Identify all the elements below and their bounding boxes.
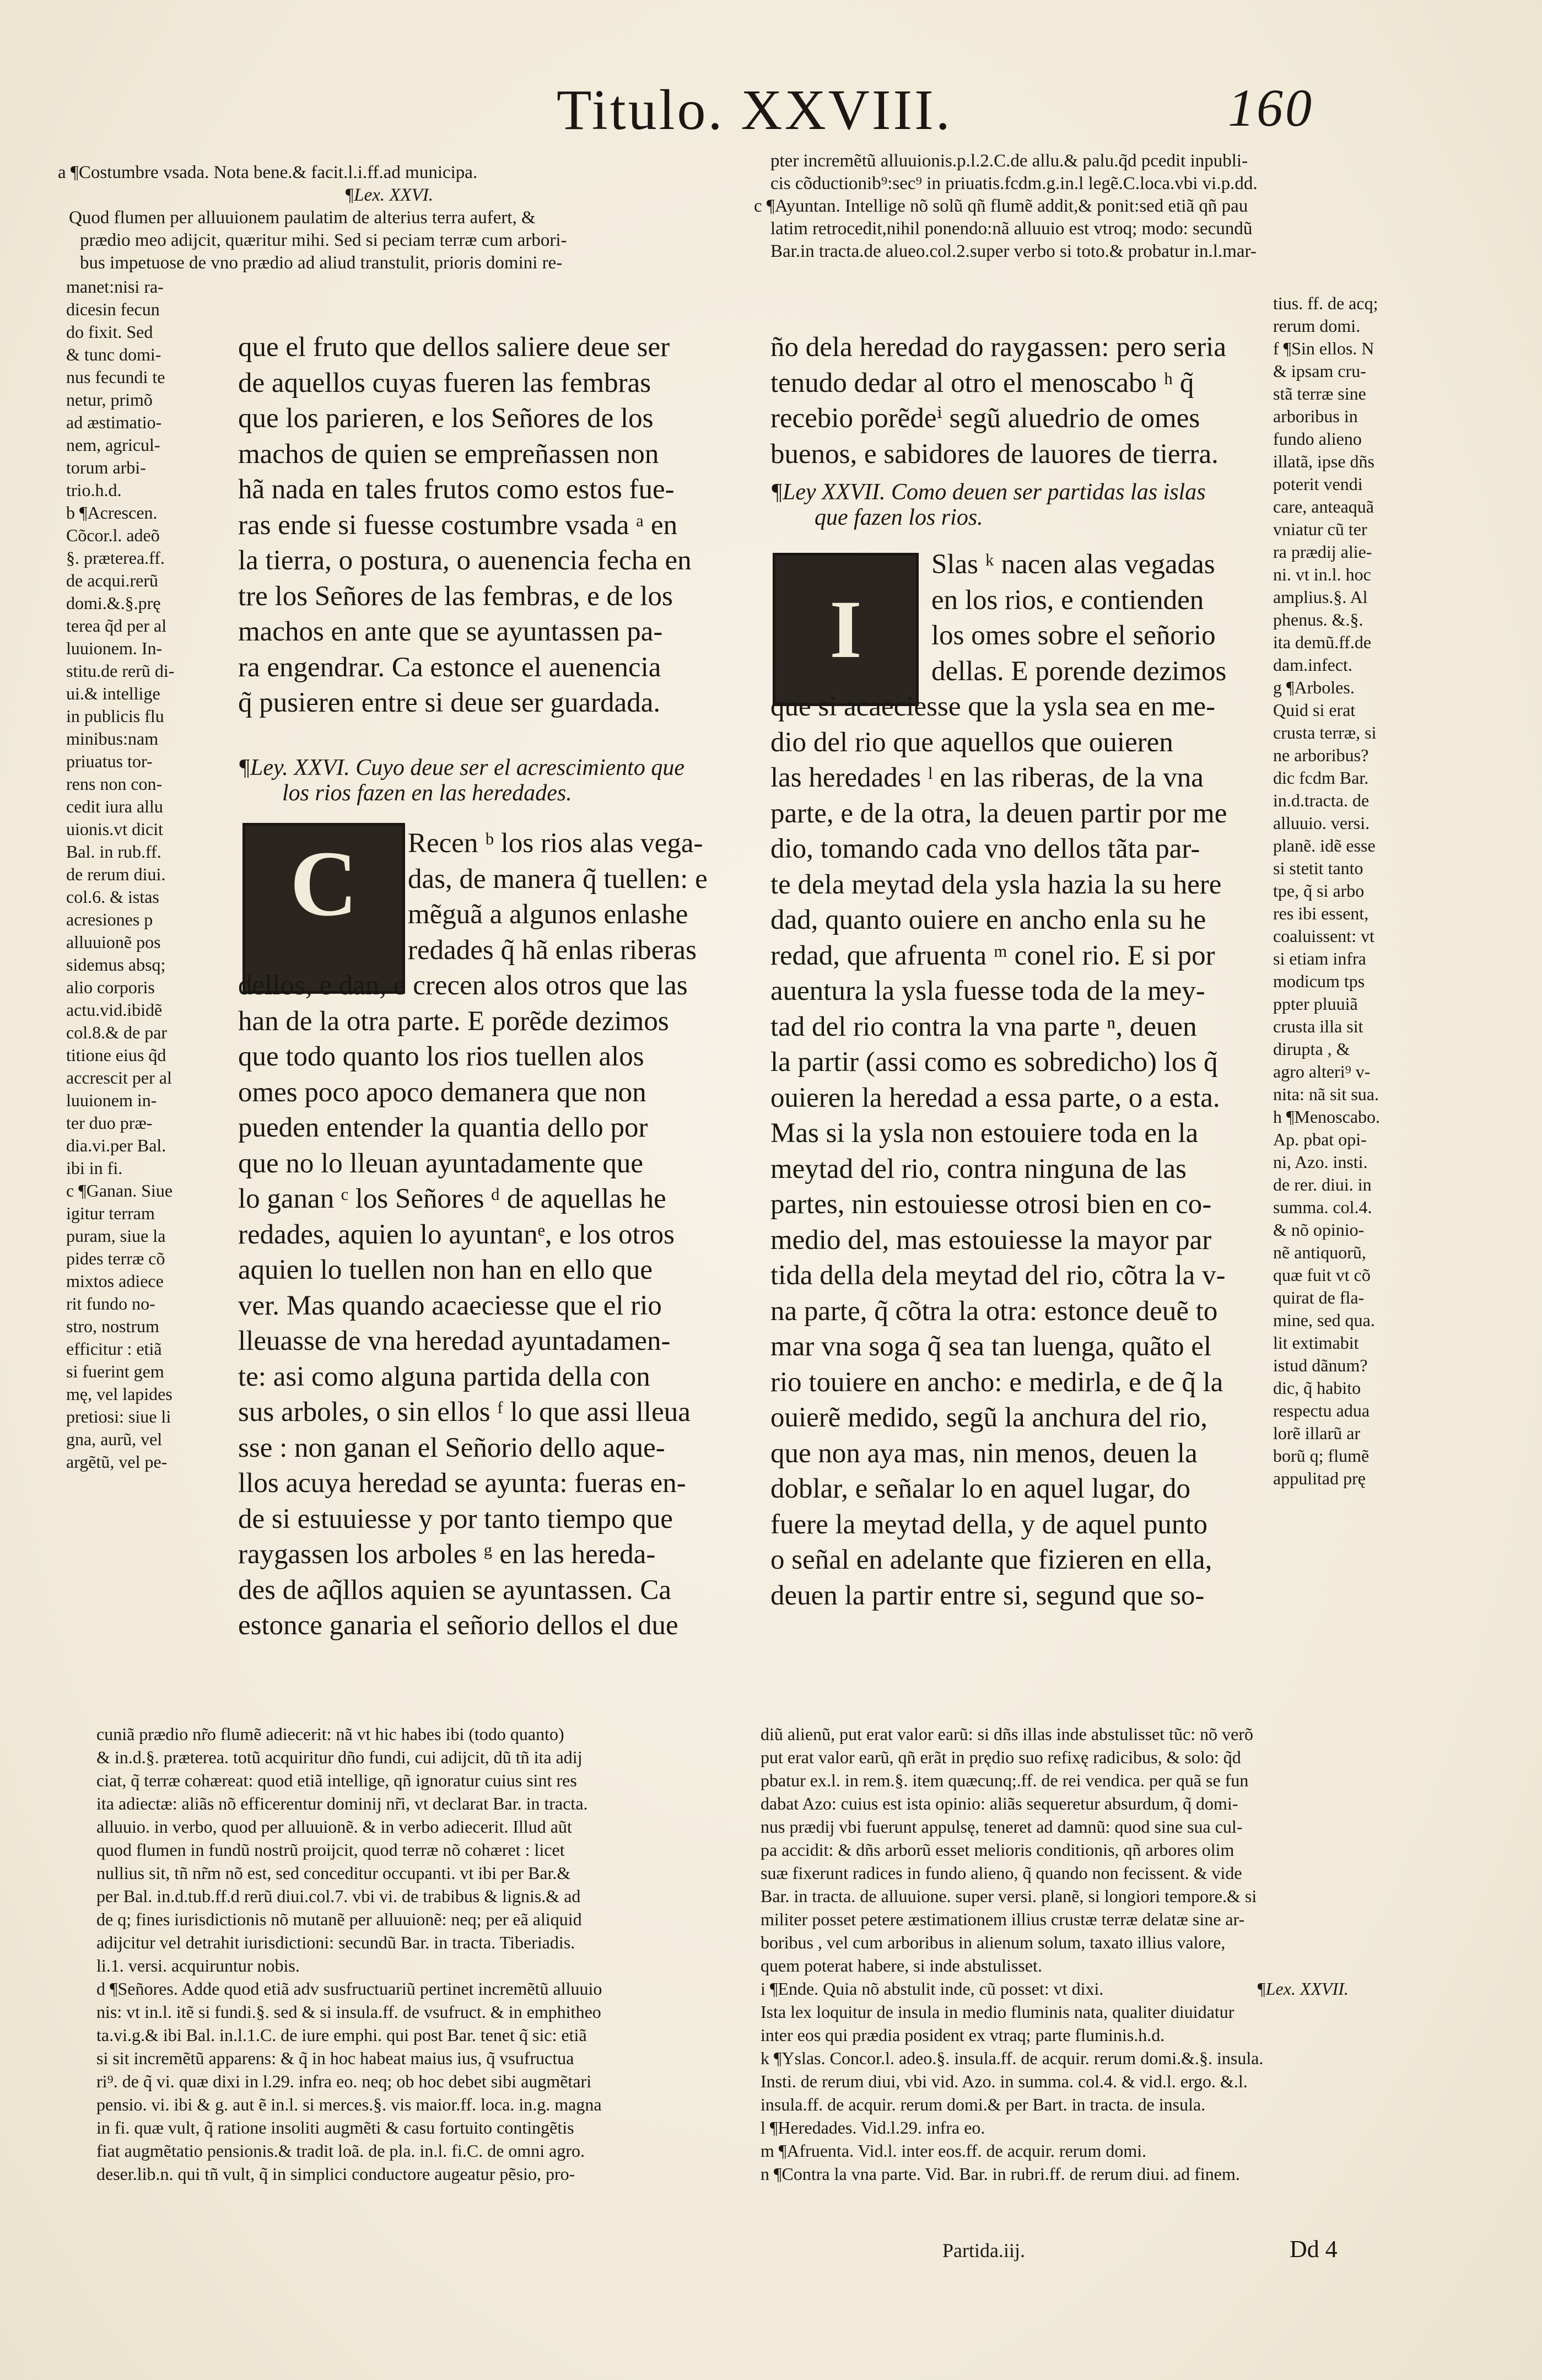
margin-gloss-line: de acqui.rerũ <box>66 570 159 590</box>
text-line: llos acuya heredad se ayunta: fueras en- <box>238 1468 686 1499</box>
gloss-line: suæ fixerunt radices in fundo alieno, q̃ quando non fecissent. & vide <box>761 1863 1242 1883</box>
margin-gloss-line: quæ fuit vt cõ <box>1273 1265 1371 1285</box>
margin-gloss-line: modicum tps <box>1273 971 1365 991</box>
gloss-line: ita adiectæ: aliãs nõ efficerentur dominij nr̃i, vt declarat Bar. in tracta. <box>96 1794 588 1813</box>
margin-gloss-line: accrescit per al <box>66 1068 172 1087</box>
margin-gloss-line: terea q̃d per al <box>66 616 167 636</box>
margin-gloss-line: rit fundo no- <box>66 1294 155 1313</box>
text-line: dio del rio que aquellos que ouieren <box>770 726 1173 758</box>
margin-gloss-line: col.8.& de par <box>66 1022 168 1042</box>
margin-gloss-line: b ¶Acrescen. <box>66 503 158 523</box>
margin-gloss-line: res ibi essent, <box>1273 903 1369 923</box>
text-line: mẽguã a algunos enlashe <box>408 899 688 930</box>
text-line: na parte, q̃ cõtra la otra: estonce deuẽ to <box>770 1295 1218 1327</box>
margin-gloss-line: in.d.tracta. de <box>1273 790 1370 810</box>
text-line: tad del rio contra la vna parte ⁿ, deuen <box>770 1011 1197 1042</box>
gloss-line: d ¶Señores. Adde quod etiã adv susfructuariũ pertinet incremẽtũ alluuio <box>96 1979 602 1999</box>
text-line: aquien lo tuellen non han en ello que <box>238 1254 653 1285</box>
left-text-continued <box>238 968 691 1644</box>
gloss-line: & in.d.§. præterea. totũ acquiritur dño fundi, cui adijcit, dũ tñ ita adij <box>96 1747 583 1767</box>
margin-gloss-line: planẽ. idẽ esse <box>1273 836 1376 855</box>
text-line: o señal en adelante que fizieren en ella, <box>770 1544 1212 1575</box>
margin-gloss-line: argẽtũ, vel pe- <box>66 1452 168 1472</box>
margin-gloss-line: arboribus in <box>1273 406 1358 426</box>
left-margin-gloss <box>66 276 174 1473</box>
text-line: das, de manera q̃ tuellen: e <box>408 863 708 895</box>
text-line: meytad del rio, contra ninguna de las <box>770 1153 1187 1184</box>
text-line: han de la otra parte. E porẽde dezimos <box>238 1005 669 1037</box>
margin-gloss-line: poterit vendi <box>1273 474 1363 494</box>
text-line: omes poco apoco demanera que non <box>238 1076 646 1108</box>
gloss-line: Bar. in tracta. de alluuione. super versi. planẽ, si longiori tempore.& si <box>761 1886 1257 1906</box>
margin-gloss-line: manet:nisi ra- <box>66 277 164 297</box>
text-line: lo ganan ᶜ los Señores ᵈ de aquellas he <box>238 1183 666 1214</box>
margin-gloss-line: domi.&.§.prę <box>66 593 161 613</box>
margin-gloss-line: alluuionẽ pos <box>66 932 161 952</box>
margin-gloss-line: tpe, q̃ si arbo <box>1273 881 1365 901</box>
signature-mark: Partida.iij. <box>942 2239 1025 2261</box>
text-line: la partir (assi como es sobredicho) los q̃ <box>770 1047 1218 1078</box>
text-line: ño dela heredad do raygassen: pero seria <box>770 332 1226 363</box>
dropcap-i: I <box>773 553 919 706</box>
gloss-line: ri⁹. de q̃ vi. quæ dixi in l.29. infra eo. neq; ob hoc debet sibi augmẽtari <box>96 2071 592 2091</box>
margin-gloss-line: luuionem in- <box>66 1090 157 1110</box>
gloss-line: ciat, q̃ terræ cohæreat: quod etiã intellige, qñ ignoratur cuius sint res <box>96 1770 577 1790</box>
text-line: deuen la partir entre si, segund que so- <box>770 1580 1205 1611</box>
text-line: lleuasse de vna heredad ayuntadamen- <box>238 1326 671 1356</box>
margin-gloss-line: in publicis flu <box>66 706 164 726</box>
margin-gloss-line: sidemus absq; <box>66 955 166 974</box>
gloss-line: l ¶Heredades. Vid.l.29. infra eo. <box>761 2118 985 2137</box>
law-heading-line: que fazen los rios. <box>815 505 983 530</box>
right-text-continued <box>770 689 1227 1613</box>
text-line: redades, aquien lo ayuntanᵉ, e los otros <box>238 1219 675 1250</box>
gloss-line: quod flumen in fundũ nostrũ proijcit, quod terræ nõ cohæret : licet <box>96 1840 565 1860</box>
bottom-right-gloss <box>761 1722 1263 2185</box>
margin-gloss-line: c ¶Ganan. Siue <box>66 1181 173 1200</box>
text-line: que el fruto que dellos saliere deue ser <box>238 332 670 363</box>
text-line: Slas ᵏ nacen alas vegadas <box>931 549 1215 580</box>
text-line: ras ende si fuesse costumbre vsada ᵃ en <box>238 509 678 541</box>
gloss-line: fiat augmẽtatio pensionis.& tradit loã. de pla. in.l. fi.C. de omni agro. <box>96 2141 585 2161</box>
margin-gloss-line: de rer. diui. in <box>1273 1175 1372 1194</box>
margin-gloss-line: crusta illa sit <box>1273 1016 1363 1036</box>
margin-gloss-line: priuatus tor- <box>66 751 153 771</box>
law-27-heading <box>770 480 1206 530</box>
gloss-line: dabat Azo: cuius est ista opinio: aliãs sequeretur absurdum, q̃ domi- <box>761 1794 1238 1813</box>
right-text-column <box>770 330 1226 472</box>
margin-gloss-line: ne arboribus? <box>1273 745 1369 765</box>
margin-gloss-line: Cõcor.l. adeõ <box>66 525 160 545</box>
margin-gloss-line: crusta terræ, si <box>1273 723 1377 742</box>
margin-gloss-line: Bal. in rub.ff. <box>66 842 161 861</box>
text-line: raygassen los arboles ᵍ en las hereda- <box>238 1539 656 1570</box>
text-line: machos en ante que se ayuntassen pa- <box>238 616 663 647</box>
margin-gloss-line: borũ q; flumẽ <box>1273 1446 1370 1466</box>
gloss-line: i ¶Ende. Quia nõ abstulit inde, cũ posset: vt dixi. <box>761 1979 1104 1999</box>
text-line: pueden entender la quantia dello por <box>238 1112 648 1143</box>
text-line: que los parieren, e los Señores de los <box>238 403 654 434</box>
margin-gloss-line: appulitad prę <box>1273 1468 1366 1488</box>
gloss-line: de q; fines iurisdictionis nõ mutanẽ per alluuionẽ: neq; per eã aliquid <box>96 1909 582 1929</box>
text-line: mar vna soga q̃ sea tan luenga, quãto el <box>770 1331 1212 1362</box>
margin-gloss-line: illatã, ipse dñs <box>1273 451 1374 471</box>
gloss-line: militer posset petere æstimationem illius crustæ terræ delatæ sine ar- <box>761 1909 1245 1929</box>
gloss-line: nus prædij vbi fuerunt appulsę, teneret ad damnũ: quod sine sua cul- <box>761 1817 1243 1837</box>
gloss-line: a ¶Costumbre vsada. Nota bene.& facit.l.i.ff.ad municipa. <box>58 163 478 182</box>
gloss-line: prædio meo adijcit, quæritur mihi. Sed si peciam terræ cum arbori- <box>80 230 567 250</box>
text-line: sus arboles, o sin ellos ᶠ lo que assi lleua <box>238 1397 691 1428</box>
text-line: las heredades ˡ en las riberas, de la vna <box>770 762 1204 793</box>
text-line: ouierẽ medido, segũ la anchura del rio, <box>770 1402 1208 1433</box>
margin-gloss-line: luuionem. In- <box>66 638 163 658</box>
margin-gloss-line: stro, nostrum <box>66 1316 159 1336</box>
gloss-line: boribus , vel cum arboribus in alienum solum, taxato illius valore, <box>761 1932 1226 1952</box>
law-heading-line: ¶Ley XXVII. Como deuen ser partidas las islas <box>770 480 1206 505</box>
gloss-line: ta.vi.g.& ibi Bal. in.l.1.C. de iure emphi. qui post Bar. tenet q̃ sic: etiã <box>96 2025 587 2045</box>
quire-mark: Dd 4 <box>1290 2236 1338 2263</box>
gloss-line: latim retrocedit,nihil ponendo:nã alluuio est vtroq; modo: secundũ <box>770 219 1253 239</box>
text-line: tre los Señores de las fembras, e de los <box>238 580 673 612</box>
margin-gloss-line: amplius.§. Al <box>1273 587 1368 607</box>
margin-gloss-line: nus fecundi te <box>66 367 165 387</box>
margin-gloss-line: puram, siue la <box>66 1226 166 1246</box>
margin-gloss-line: care, anteaquã <box>1273 497 1374 516</box>
gloss-line: si sit incremẽtũ apparens: & q̃ in hoc habeat maius ius, q̃ vsufructua <box>96 2048 574 2068</box>
text-line: dellos, e dan, e crecen alos otros que las <box>238 970 688 1001</box>
margin-gloss-line: actu.vid.ibidẽ <box>66 1000 163 1020</box>
margin-gloss-line: dicesin fecun <box>66 299 160 319</box>
text-line: dellas. E porende dezimos <box>931 655 1227 687</box>
text-line: machos de quien se empreñassen non <box>238 438 659 470</box>
text-line: estonce ganaria el señorio dellos el due <box>238 1610 678 1641</box>
text-line: hã nada en tales frutos como estos fue- <box>238 474 675 505</box>
text-line: que no lo lleuan ayuntadamente que <box>238 1148 643 1179</box>
text-line: doblar, e señalar lo en aquel lugar, do <box>770 1473 1191 1504</box>
text-line: buenos, e sabidores de lauores de tierra. <box>770 438 1218 470</box>
margin-gloss-line: dic, q̃ habito <box>1273 1378 1361 1398</box>
gloss-line: inter eos qui prædia posident ex vtraq; parte fluminis.h.d. <box>761 2025 1165 2045</box>
gloss-line: nullius sit, tñ nr̃m nõ est, sed conceditur occupanti. vt ibi per Bar.& <box>96 1863 571 1883</box>
gloss-line: diũ alienũ, put erat valor earũ: si dñs illas inde abstulisset tũc: nõ verõ <box>761 1724 1254 1744</box>
margin-gloss-line: Ap. pbat opi- <box>1273 1129 1367 1149</box>
gloss-line: Ista lex loquitur de insula in medio fluminis nata, qualiter diuidatur <box>761 2002 1234 2022</box>
text-line: te: asi como alguna partida della con <box>238 1361 650 1392</box>
margin-gloss-line: vniatur cũ ter <box>1273 519 1367 539</box>
gloss-line: li.1. versi. acquiruntur nobis. <box>96 1956 300 1975</box>
text-line: que non aya mas, nin menos, deuen la <box>770 1437 1198 1469</box>
gloss-line: Quod flumen per alluuionem paulatim de alterius terra aufert, & <box>69 208 536 228</box>
text-line: te dela meytad dela ysla hazia la su here <box>770 869 1222 900</box>
gloss-line: alluuio. in verbo, quod per alluuionẽ. & in verbo adiecerit. Illud aũt <box>96 1817 572 1837</box>
margin-gloss-line: respectu adua <box>1273 1401 1370 1420</box>
margin-gloss-line: efficitur : etiã <box>66 1339 162 1359</box>
text-line: de si estuuiesse y por tanto tiempo que <box>238 1503 673 1534</box>
margin-gloss-line: titione eius q̃d <box>66 1045 166 1065</box>
text-line: rio touiere en ancho: e medirla, e de q̃ la <box>770 1366 1223 1398</box>
dropcap-c: C <box>242 823 405 994</box>
left-dropcap-lines <box>408 826 708 968</box>
text-line: dio, tomando cada vno dellos tãta par- <box>770 833 1200 864</box>
margin-gloss-line: f ¶Sin ellos. N <box>1273 338 1374 358</box>
margin-gloss-line: quirat de fla- <box>1273 1288 1365 1307</box>
text-line: Mas si la ysla non estouiere toda en la <box>770 1118 1199 1149</box>
text-line: de aquellos cuyas fueren las fembras <box>238 367 651 399</box>
margin-gloss-line: dam.infect. <box>1273 655 1352 675</box>
margin-gloss-line: dic fcdm Bar. <box>1273 768 1369 788</box>
margin-gloss-line: tius. ff. de acq; <box>1273 293 1378 313</box>
text-line: tenudo dedar al otro el menoscabo ʰ q̃ <box>770 367 1194 399</box>
text-line: auentura la ysla fuesse toda de la mey- <box>770 976 1205 1006</box>
text-line: ouieren la heredad a essa parte, o a esta. <box>770 1082 1220 1113</box>
text-line: fuere la meytad della, y de aquel punto <box>770 1509 1208 1540</box>
margin-gloss-line: si etiam infra <box>1273 949 1366 968</box>
margin-gloss-line: col.6. & istas <box>66 887 159 907</box>
margin-gloss-line: cedit iura allu <box>66 796 163 816</box>
gloss-line: cis cõductionib⁹:sec⁹ in priuatis.fcdm.g.in.l legẽ.C.loca.vbi vi.p.dd. <box>770 174 1258 193</box>
margin-gloss-line: & ipsam cru- <box>1273 361 1366 381</box>
left-text-column <box>238 330 692 718</box>
margin-gloss-line: mine, sed qua. <box>1273 1310 1375 1330</box>
margin-gloss-line: istud dãnum? <box>1273 1355 1368 1375</box>
gloss-line: in fi. quæ vult, q̃ ratione insoliti augmẽti & casu fortuito contingẽtis <box>96 2118 574 2137</box>
margin-gloss-line: gna, aurũ, vel <box>66 1429 163 1449</box>
margin-gloss-line: pretiosi: siue li <box>66 1407 171 1426</box>
margin-gloss-line: ad æstimatio- <box>66 412 162 432</box>
running-title: Titulo. XXVIII. <box>557 78 952 142</box>
gloss-line: per Bal. in.d.tub.ff.d rerũ diui.col.7. vbi vi. de trabibus & lignis.& ad <box>96 1886 581 1906</box>
text-line: redad, que afruenta ᵐ conel rio. E si por <box>770 940 1215 971</box>
bottom-left-gloss <box>96 1722 602 2185</box>
margin-gloss-line: alluuio. versi. <box>1273 813 1370 833</box>
gloss-line: adijcitur vel detrahit iurisdictioni: secundũ Bar. in tracta. Tiberiadis. <box>96 1932 575 1952</box>
gloss-line: c ¶Ayuntan. Intellige nõ solũ qñ flumẽ addit,& ponit:sed etiã qñ pau <box>754 196 1248 216</box>
margin-gloss-line: agro alteri⁹ v- <box>1273 1062 1371 1081</box>
text-line: ver. Mas quando acaeciesse que el rio <box>238 1290 662 1321</box>
margin-gloss-line: ni. vt in.l. hoc <box>1273 564 1371 584</box>
margin-gloss-line: mę, vel lapides <box>66 1384 172 1404</box>
law-26-heading <box>238 755 684 806</box>
page-number: 160 <box>1228 78 1314 137</box>
margin-gloss-line: lit extimabit <box>1273 1333 1359 1353</box>
gloss-line: Bar.in tracta.de alueo.col.2.super verbo si toto.& probatur in.l.mar- <box>770 241 1257 261</box>
margin-gloss-line: ibi in fi. <box>66 1158 123 1178</box>
text-line: la tierra, o postura, o auenencia fecha en <box>238 545 692 576</box>
margin-gloss-line: si fuerint gem <box>66 1361 164 1381</box>
margin-gloss-line: ppter pluuiã <box>1273 994 1358 1014</box>
margin-gloss-line: minibus:nam <box>66 729 159 749</box>
text-line: dad, quanto ouiere en ancho enla su he <box>770 904 1206 935</box>
text-line: medio del, mas estouiesse la mayor par <box>770 1224 1212 1256</box>
gloss-line: ¶Lex. XXVI. <box>344 185 434 205</box>
margin-gloss-line: dia.vi.per Bal. <box>66 1135 166 1155</box>
margin-gloss-line: nẽ antiquorũ, <box>1273 1242 1366 1262</box>
gloss-line: quem poterat habere, si inde abstulisset. <box>761 1956 1042 1975</box>
margin-gloss-line: mixtos adiece <box>66 1271 164 1291</box>
margin-gloss-line: stitu.de rerũ di- <box>66 661 175 681</box>
text-line: parte, e de la otra, la deuen partir por me <box>770 798 1227 829</box>
right-margin-gloss <box>1273 292 1380 1490</box>
margin-gloss-line: pides terræ cõ <box>66 1248 165 1268</box>
text-line: Recen ᵇ los rios alas vega- <box>408 828 703 859</box>
margin-gloss-line: rens non con- <box>66 774 163 794</box>
law-heading-line: los rios fazen en las heredades. <box>282 780 572 806</box>
text-line: tida della dela meytad del rio, cõtra la v- <box>770 1260 1226 1291</box>
margin-gloss-line: uionis.vt dicit <box>66 819 163 839</box>
margin-gloss-line: ita demũ.ff.de <box>1273 632 1372 652</box>
margin-gloss-line: h ¶Menoscabo. <box>1273 1107 1381 1127</box>
gloss-line: bus impetuose de vno prædio ad aliud transtulit, prioris domini re- <box>80 253 563 273</box>
text-line: los omes sobre el señorio <box>931 620 1216 651</box>
gloss-line: pa accidit: & dñs arborũ esset melioris conditionis, qñ arbores olim <box>761 1840 1234 1860</box>
top-right-gloss <box>754 150 1258 263</box>
margin-gloss-line: phenus. &.§. <box>1273 610 1363 629</box>
text-line: ra engendrar. Ca estonce el auenencia <box>238 651 661 683</box>
gloss-line: insula.ff. de acquir. rerum domi.& per Bart. in tracta. de insula. <box>761 2094 1206 2114</box>
margin-gloss-line: ni, Azo. insti. <box>1273 1152 1368 1172</box>
top-left-gloss <box>58 161 567 274</box>
margin-gloss-line: netur, primõ <box>66 390 153 410</box>
text-line: que si acaeciesse que la ysla sea en me- <box>770 691 1216 722</box>
text-line: redades q̃ hã enlas riberas <box>408 934 697 966</box>
margin-gloss-line: ui.& intellige <box>66 683 160 703</box>
text-line: recebio porẽdeⁱ segũ aluedrio de omes <box>770 403 1200 434</box>
gloss-line: pter incremẽtũ alluuionis.p.l.2.C.de allu.& palu.q̃d pcedit inpubli- <box>770 151 1248 171</box>
text-line: des de aq̃llos aquien se ayuntassen. Ca <box>238 1574 672 1606</box>
margin-gloss-line: acresiones p <box>66 909 153 929</box>
gloss-line: nis: vt in.l. itẽ si fundi.§. sed & si insula.ff. de vsufruct. & in emphitheo <box>96 2002 601 2022</box>
margin-gloss-line: fundo alieno <box>1273 429 1362 449</box>
margin-gloss-line: de rerum diui. <box>66 864 166 884</box>
margin-gloss-line: §. præterea.ff. <box>66 548 165 568</box>
margin-gloss-line: summa. col.4. <box>1273 1197 1372 1217</box>
margin-gloss-line: & tunc domi- <box>66 344 161 364</box>
margin-gloss-line: lorẽ illarũ ar <box>1273 1423 1361 1443</box>
lex-27-label: ¶Lex. XXVII. <box>1257 1979 1349 1999</box>
margin-gloss-line: g ¶Arboles. <box>1273 677 1355 697</box>
margin-gloss-line: nita: nã sit sua. <box>1273 1084 1379 1104</box>
gloss-line: k ¶Yslas. Concor.l. adeo.§. insula.ff. de acquir. rerum domi.&.§. insula. <box>761 2048 1264 2068</box>
text-line: en los rios, e contienden <box>931 584 1204 616</box>
gloss-line: m ¶Afruenta. Vid.l. inter eos.ff. de acquir. rerum domi. <box>761 2141 1147 2161</box>
margin-gloss-line: Quid si erat <box>1273 700 1356 720</box>
margin-gloss-line: coaluissent: vt <box>1273 926 1374 946</box>
text-line: que todo quanto los rios tuellen alos <box>238 1041 644 1072</box>
margin-gloss-line: & nõ opinio- <box>1273 1220 1365 1240</box>
margin-gloss-line: trio.h.d. <box>66 480 122 500</box>
gloss-line: pbatur ex.l. in rem.§. item quæcunq;.ff. de rei vendica. per quã se fun <box>761 1770 1249 1790</box>
margin-gloss-line: ter duo præ- <box>66 1113 153 1133</box>
margin-gloss-line: nem, agricul- <box>66 435 160 455</box>
margin-gloss-line: dirupta , & <box>1273 1039 1350 1059</box>
margin-gloss-line: torum arbi- <box>66 457 146 477</box>
law-heading-line: ¶Ley. XXVI. Cuyo deue ser el acrescimiento que <box>238 755 684 780</box>
text-line: q̃ pusieren entre si deue ser guardada. <box>238 687 661 718</box>
margin-gloss-line: igitur terram <box>66 1203 155 1223</box>
margin-gloss-line: stã terræ sine <box>1273 384 1366 403</box>
text-line: sse : non ganan el Señorio dello aque- <box>238 1432 665 1463</box>
gloss-line: pensio. vi. ibi & g. aut ẽ in.l. si merces.§. vis maior.ff. loca. in.g. magna <box>96 2094 602 2114</box>
margin-gloss-line: ra prædij alie- <box>1273 542 1372 562</box>
margin-gloss-line: alio corporis <box>66 977 155 997</box>
gloss-line: n ¶Contra la vna parte. Vid. Bar. in rubri.ff. de rerum diui. ad finem. <box>761 2164 1240 2184</box>
margin-gloss-line: rerum domi. <box>1273 316 1361 336</box>
gloss-line: put erat valor earũ, qñ erãt in prędio suo refixę radicibus, & solo: q̃d <box>761 1747 1241 1767</box>
margin-gloss-line: si stetit tanto <box>1273 858 1363 878</box>
gloss-line: Insti. de rerum diui, vbi vid. Azo. in summa. col.4. & vid.l. ergo. &.l. <box>761 2071 1248 2091</box>
text-line: partes, nin estouiesse otrosi bien en co- <box>770 1189 1212 1220</box>
margin-gloss-line: do fixit. Sed <box>66 322 153 342</box>
gloss-line: cuniã prædio nr̃o flumẽ adiecerit: nã vt hic habes ibi (todo quanto) <box>96 1724 564 1744</box>
gloss-line: deser.lib.n. qui tñ vult, q̃ in simplici conductore augeatur pẽsio, pro- <box>96 2164 575 2184</box>
right-dropcap-lines <box>931 547 1226 689</box>
